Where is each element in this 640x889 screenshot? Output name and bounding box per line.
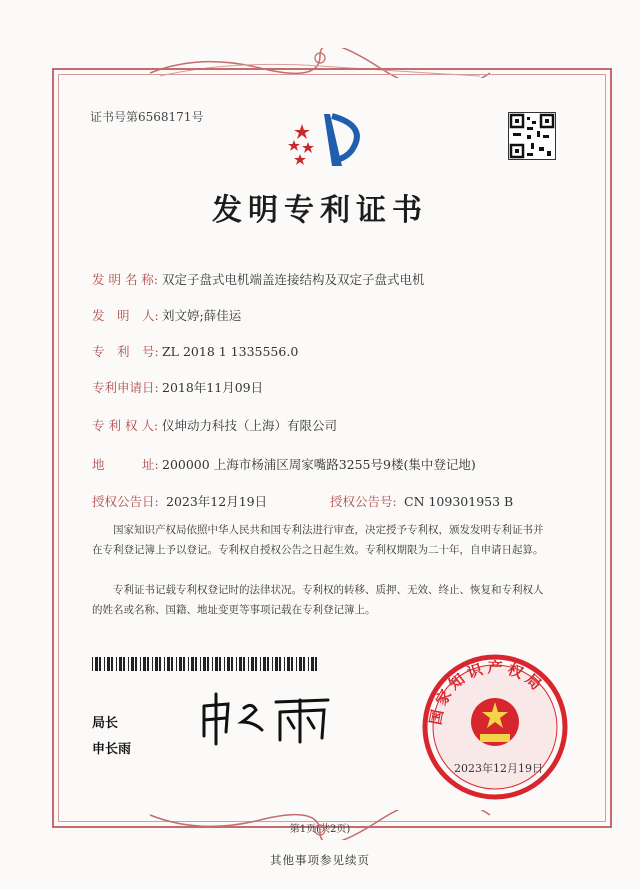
barcode-bar — [167, 657, 170, 671]
grant-date-value: 2023年12月19日 — [166, 494, 268, 509]
barcode-bar — [179, 657, 182, 671]
paragraph-legal-status: 专利证书记载专利权登记时的法律状况。专利权的转移、质押、无效、终止、恢复和专利权人的姓名或名称、国籍、地址变更等事项记载在专利登记簿上。 — [92, 584, 544, 616]
barcode-bar — [128, 657, 129, 671]
field-label: 地 址: — [92, 457, 159, 472]
barcode-bar — [176, 657, 177, 671]
certificate-number: 证书号第6568171号 — [90, 110, 204, 124]
grant-date — [92, 492, 267, 510]
barcode-bar — [143, 657, 146, 671]
grant-number-value: CN 109301953 B — [404, 494, 514, 509]
barcode-bar — [147, 657, 149, 671]
barcode-bar — [99, 657, 101, 671]
barcode-bar — [104, 657, 105, 671]
qr-code — [508, 112, 556, 160]
barcode-bar — [131, 657, 134, 671]
field-label: 发 明 人: — [92, 308, 159, 323]
barcode-bar — [207, 657, 209, 671]
barcode-bar — [311, 657, 314, 671]
svg-text:国家知识产权局: 国家知识产权局 — [426, 658, 548, 727]
barcode-bar — [287, 657, 290, 671]
grant-number — [330, 492, 513, 510]
barcode-bar — [135, 657, 137, 671]
signatory-title: 局长 — [92, 716, 119, 731]
barcode-bar — [284, 657, 285, 671]
barcode-bar — [303, 657, 305, 671]
signatory-name: 申长雨 — [92, 742, 132, 757]
barcode-bar — [116, 657, 117, 671]
grant-date-label: 授权公告日: — [92, 494, 159, 509]
field-address — [92, 455, 476, 473]
barcode-bar — [95, 657, 98, 671]
barcode-bar — [107, 657, 110, 671]
field-application-date — [92, 378, 263, 396]
field-value: 双定子盘式电机端盖连接结构及双定子盘式电机 — [162, 272, 425, 287]
barcode-bar — [279, 657, 281, 671]
field-value: 仪坤动力科技（上海）有限公司 — [162, 418, 338, 433]
barcode-bar — [236, 657, 237, 671]
field-patentee — [92, 416, 337, 434]
barcode-bar — [291, 657, 293, 671]
field-inventors — [92, 306, 241, 324]
handwritten-signature — [196, 688, 336, 746]
barcode-bar — [164, 657, 165, 671]
grant-number-label: 授权公告号: — [330, 494, 397, 509]
barcode-bar — [239, 657, 242, 671]
barcode-bar — [191, 657, 194, 671]
bottom-ornament — [140, 810, 500, 840]
field-label: 专 利 权 人: — [92, 418, 159, 433]
barcode-bar — [263, 657, 266, 671]
footer-note: 其他事项参见续页 — [270, 853, 370, 867]
cnipa-logo — [280, 104, 380, 174]
barcode-bar — [188, 657, 189, 671]
barcode-bar — [119, 657, 122, 671]
barcode-bar — [159, 657, 161, 671]
barcode-bar — [171, 657, 173, 671]
barcode-bar — [243, 657, 245, 671]
barcode — [92, 657, 318, 671]
official-seal — [420, 652, 570, 802]
barcode-bar — [224, 657, 225, 671]
seal-date: 2023年12月19日 — [454, 762, 543, 775]
barcode-bar — [267, 657, 269, 671]
page-number: 第1页(共2页) — [289, 824, 351, 835]
barcode-bar — [212, 657, 213, 671]
barcode-bar — [227, 657, 230, 671]
certificate-title: 发明专利证书 — [212, 193, 428, 228]
field-patent-number — [92, 342, 298, 360]
barcode-bar — [92, 657, 93, 671]
barcode-bar — [219, 657, 221, 671]
barcode-bar — [183, 657, 185, 671]
field-value: 刘文婷;薛佳运 — [162, 308, 242, 323]
barcode-bar — [152, 657, 153, 671]
barcode-bar — [123, 657, 125, 671]
field-value: ZL 2018 1 1335556.0 — [162, 344, 299, 359]
paragraph-grant-statement: 国家知识产权局依照中华人民共和国专利法进行审查，决定授予专利权，颁发发明专利证书并在专利登记簿上予以登记。专利权自授权公告之日起生效。专利权期限为二十年，自申请日起算。 — [92, 524, 544, 556]
field-label: 专利申请日: — [92, 380, 159, 395]
field-invention-name — [92, 270, 425, 288]
field-value: 200000 上海市杨浦区周家嘴路3255号9楼(集中登记地) — [162, 457, 476, 472]
barcode-bar — [155, 657, 158, 671]
barcode-bar — [231, 657, 233, 671]
field-label: 专 利 号: — [92, 344, 159, 359]
barcode-bar — [299, 657, 302, 671]
barcode-bar — [215, 657, 218, 671]
barcode-bar — [255, 657, 257, 671]
barcode-bar — [308, 657, 309, 671]
barcode-bar — [111, 657, 113, 671]
barcode-bar — [140, 657, 141, 671]
field-label: 发 明 名 称: — [92, 272, 159, 287]
field-value: 2018年11月09日 — [162, 380, 264, 395]
barcode-bar — [203, 657, 206, 671]
barcode-bar — [272, 657, 273, 671]
barcode-bar — [251, 657, 254, 671]
barcode-bar — [275, 657, 278, 671]
barcode-bar — [195, 657, 197, 671]
barcode-bar — [260, 657, 261, 671]
barcode-bar — [200, 657, 201, 671]
barcode-bar — [315, 657, 317, 671]
barcode-bar — [296, 657, 297, 671]
barcode-bar — [248, 657, 249, 671]
